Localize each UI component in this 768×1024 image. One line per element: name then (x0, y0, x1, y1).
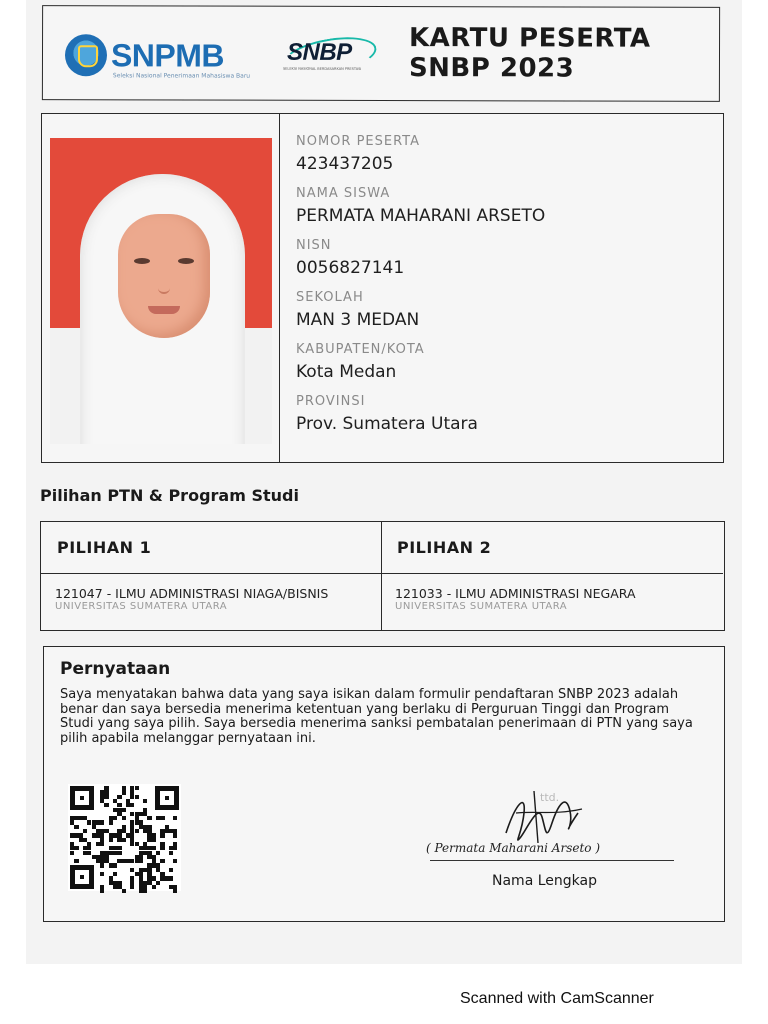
qr-module (173, 816, 177, 820)
choice-university: UNIVERSITAS SUMATERA UTARA (55, 601, 228, 612)
qr-module (100, 863, 104, 867)
snbp-logo-text: SNBP (286, 38, 352, 66)
qr-module (135, 829, 139, 833)
qr-module (143, 799, 147, 803)
qr-module (156, 881, 160, 885)
qr-finder-bottom-left (70, 865, 94, 889)
qr-module (122, 816, 126, 820)
field-label: NAMA SISWA (296, 186, 391, 201)
field-nisn (296, 238, 545, 284)
snbp-logo-icon (283, 35, 378, 75)
photo-mouth (148, 306, 180, 314)
choices-table (40, 521, 725, 631)
qr-finder-top-left (70, 786, 94, 810)
qr-module (70, 851, 74, 855)
qr-module (173, 859, 177, 863)
scanner-watermark: Scanned with CamScanner (460, 990, 654, 1007)
field-label: KABUPATEN/KOTA (296, 342, 425, 357)
snpmb-logo-icon (65, 34, 107, 76)
field-nama-siswa (296, 186, 545, 232)
qr-module (160, 846, 164, 850)
field-value: Prov. Sumatera Utara (296, 414, 478, 434)
card-header (42, 5, 720, 102)
field-value: 423437205 (296, 154, 394, 174)
choice-heading: PILIHAN 1 (41, 522, 381, 574)
qr-module (169, 876, 173, 880)
qr-module (113, 872, 117, 876)
qr-module (100, 820, 104, 824)
qr-module (160, 833, 164, 837)
qr-module (74, 846, 78, 850)
qr-module (74, 825, 78, 829)
photo-face (118, 214, 210, 338)
field-label: NISN (296, 238, 332, 253)
participant-info-box (41, 113, 724, 463)
qr-module (100, 842, 104, 846)
choice-1 (41, 522, 382, 630)
qr-module (143, 889, 147, 893)
qr-module (122, 808, 126, 812)
statement-title: Pernyataan (60, 659, 171, 679)
photo-cell (42, 114, 280, 462)
choice-program: 121047 - ILMU ADMINISTRASI NIAGA/BISNIS (55, 586, 329, 601)
field-sekolah (296, 290, 545, 336)
participant-photo (50, 138, 272, 444)
qr-module (160, 816, 164, 820)
card-title-line2: SNBP 2023 (408, 53, 575, 84)
qr-module (109, 838, 113, 842)
qr-module (104, 803, 108, 807)
field-nomor-peserta (296, 134, 545, 180)
qr-module (152, 885, 156, 889)
photo-left-eye (134, 258, 150, 264)
qr-module (160, 859, 164, 863)
photo-right-eye (178, 258, 194, 264)
participant-fields (296, 128, 545, 440)
signature-area (414, 777, 684, 897)
qr-module (117, 851, 121, 855)
choices-section-title: Pilihan PTN & Program Studi (40, 486, 299, 505)
card-title (409, 23, 651, 84)
qr-module (156, 851, 160, 855)
field-value: 0056827141 (296, 258, 405, 278)
qr-module (83, 829, 87, 833)
field-value: Kota Medan (296, 362, 397, 382)
qr-module (122, 889, 126, 893)
qr-module (100, 872, 104, 876)
qr-module (113, 863, 117, 867)
choice-heading: PILIHAN 2 (381, 522, 723, 574)
qr-module (135, 786, 139, 790)
choice-program: 121033 - ILMU ADMINISTRASI NEGARA (395, 586, 636, 601)
qr-module (74, 859, 78, 863)
signature-line (430, 860, 674, 861)
choice-university: UNIVERSITAS SUMATERA UTARA (395, 601, 568, 612)
qr-module (173, 889, 177, 893)
qr-module (122, 838, 126, 842)
qr-module (113, 816, 117, 820)
full-name-label: Nama Lengkap (492, 873, 597, 889)
qr-module (139, 859, 143, 863)
qr-module (169, 851, 173, 855)
qr-module (100, 889, 104, 893)
snpmb-logo (65, 34, 224, 76)
qr-module (104, 795, 108, 799)
qr-module (152, 838, 156, 842)
field-kabupaten-kota (296, 342, 545, 388)
choice-2 (381, 522, 723, 630)
qr-module (169, 868, 173, 872)
statement-box (43, 646, 725, 922)
qr-module (173, 846, 177, 850)
snpmb-logo-text: SNPMB (110, 37, 225, 74)
qr-module (135, 795, 139, 799)
field-label: SEKOLAH (296, 290, 364, 305)
field-provinsi (296, 394, 545, 440)
qr-module (173, 833, 177, 837)
qr-module (109, 820, 113, 824)
card-title-line1: KARTU PESERTA (409, 23, 651, 54)
qr-module (117, 795, 121, 799)
ttd-label: ttd. (540, 791, 560, 804)
qr-module (122, 790, 126, 794)
field-value: PERMATA MAHARANI ARSETO (296, 206, 546, 226)
handwritten-signer-name: ( Permata Maharani Arseto ) (426, 841, 600, 855)
field-label: PROVINSI (296, 394, 366, 409)
qr-finder-top-right (155, 786, 179, 810)
snpmb-tagline: Seleksi Nasional Penerimaan Mahasiswa Baru (112, 72, 251, 80)
statement-text: Saya menyatakan bahwa data yang saya isikan dalam formulir pendaftaran SNBP 2023 adalah benar dan saya bersedia menerima ketentuan yang berlaku di Perguruan Tinggi dan Program Studi yang saya pilih. Saya bersedia menerima sanksi pembatalan penerimaan di PTN yang saya pilih apabila melanggar pernyataan ini. (60, 687, 693, 746)
photo-nose (158, 274, 170, 294)
qr-module (147, 816, 151, 820)
field-label: NOMOR PESERTA (296, 134, 421, 149)
qr-module (130, 803, 134, 807)
snbp-logo-subtitle: SELEKSI NASIONAL BERDASARKAN PRESTASI (282, 66, 362, 71)
field-value: MAN 3 MEDAN (296, 310, 420, 330)
qr-code-icon (68, 784, 181, 891)
qr-module (130, 885, 134, 889)
